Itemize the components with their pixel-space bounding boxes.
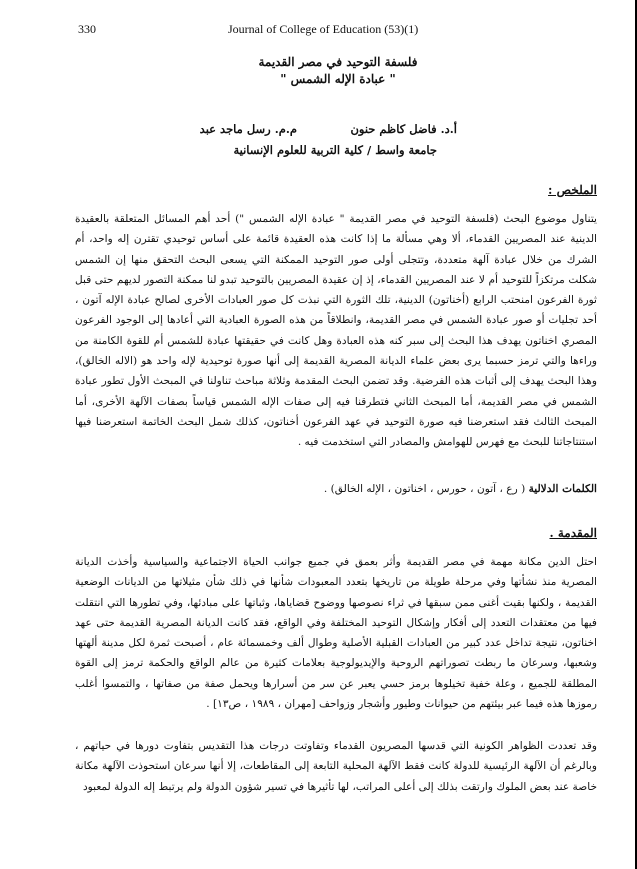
page-header (78, 22, 598, 38)
author-1: م.م. رسل ماجد عبد (199, 122, 297, 136)
author-2: أ.د. فاضل كاظم حنون (350, 122, 457, 136)
authors-block (137, 119, 477, 161)
abstract-heading: الملخص : (548, 183, 597, 197)
introduction-heading: المقدمة . (549, 526, 597, 540)
affiliation: جامعة واسط / كلية التربية للعلوم الإنسانية (233, 143, 437, 157)
introduction-paragraph-2: وقد تعددت الظواهر الكونية التي قدسها المصريون القدماء وتفاوتت درجات هذا التقديس بتفاوت دورها في حياتهم ، وبالرغم أن الآلهة الرئيسية للدولة كانت فقط الآلهة المحلية التابعة إلى المقاطعات، إلا أنها سرعان استحوذت الآلهة مكانة خاصة عند بعض الملوك وارتقت بذلك إلى أعلى المراتب، لها تأثيرها في تسير شؤون الدولة ولم يرتبط إله الدولة لمعبود (75, 740, 597, 793)
title-line-1: فلسفة التوحيد في مصر القديمة (258, 55, 418, 69)
page-number: 330 (78, 22, 96, 36)
journal-name: Journal of College of Education (53)(1) (228, 22, 419, 36)
abstract-text: يتناول موضوع البحث (فلسفة التوحيد في مصر القديمة " عبادة الإله الشمس ") أحد أهم المسائل المتعلقة بالعقيدة الدينية عند المصريين القدماء، ألا وهي مسألة ما إذا كانت هذه العقيدة قائمة على أساس توحيدي تقترن إله واحد، أم الشرك من خلال عبادة آلهة متعددة، وتتجلى أولى صور التوحيد الممكنة التي يسعى البحث التحقق منها إن الشمس شكلت مرتكزاً للتوحيد أم لا عند المصريين القدماء، إذ إن عقيدة المصريين بالتوحيد تبدو لنا ممكنة التصور لديهم حتى قبل ثورة الفرعون امنحتب الرابع (أخناتون) الدينية، تلك الثورة التي نبذت كل صور العبادات الأخرى لصالح عبادة الإله آتون ، أحد تجليات أو صور عبادة الشمس في مصر القديمة، وانطلاقاً من هذه الصورة العبادية التي أعادها إلى الوجود الفرعون المصري اخناتون يهدف هذا البحث إلى سبر كنه هذه العبادة وهل كانت في حقيقتها عبادة للشمس أم للقوة الكامنة من وراءها والتي ترمز حسبما يرى بعض علماء الديانة المصرية القديمة إلى أنها صورة توحيدية لإله واحد هو (الاله الخالق)، وهذا البحث يهدف إلى أثبات هذه الفرضية. وقد تضمن البحث المقدمة وثلاثة مباحث تناولنا في المبحث الأول تطور عبادة الشمس في مصر القديمة، أما المبحث الثاني فتطرقنا فيه إلى صفات الإله الشمس قياساً بصفات الآلهة الأخرى، أما المبحث الثالث فقد استعرضنا فيه صورة التوحيد في عهد الفرعون أخناتون، كذلك شمل البحث الخاتمة استعرضنا فيها استنتاجاتنا للبحث مع فهرس للهوامش والمصادر التي استخدمت فيه . (75, 213, 597, 449)
keywords-label: الكلمات الدلالية (528, 483, 597, 495)
introduction-paragraph-1: احتل الدين مكانة مهمة في مصر القديمة وأثر بعمق في جميع جوانب الحياة الاجتماعية والسياسية وأخذت الديانة المصرية منذ نشأتها وفي مرحلة طويلة من تاريخها بتعدد المعبودات شأنها في ذلك شأن مثيلاتها من الديانات الوضعية القديمة ، ولكنها بقيت أغنى ممن سبقها في ثراء نصوصها ووضوح قضاياها، وثباتها على مبادئها، وفي تطورها التي انتقلت فيها من معتقدات التعدد إلى أفكار وإشكال التوحيد المختلفة وفي الواقع، فقد كانت الديانة المصرية القديمة حتى عهد اخناتون، نتيجة تداخل عدد كبير من العبادات القبلية الأصلية وطوال ألف وخمسمائة عام ، أصبحت ثمرة لكل مدينة ألهتها وشعبها، وسرعان ما ربطت تصوراتهم الروحية والإيديولوجية بعلامات كثيرة من عالم الواقع والحكمة ترمز إلى القوة المطلقة للجميع ، وعلة خفية تخيلوها برمز حسي يعبر عن سر من أسرارها ويحمل صفة من صفاتها ، والتمسوا أغلب رموزها هذه فيما عبر بيئتهم من حيوانات وطيور وأشجار وزواحف [مهران ، ١٩٨٩ ، ص١٣] . (75, 556, 597, 711)
paper-title (78, 54, 598, 88)
keywords-text: ( رع ، آتون ، حورس ، اخناتون ، الإله الخالق) . (323, 483, 526, 495)
keywords (75, 479, 597, 499)
title-line-2: " عبادة الإله الشمس " (280, 72, 396, 86)
